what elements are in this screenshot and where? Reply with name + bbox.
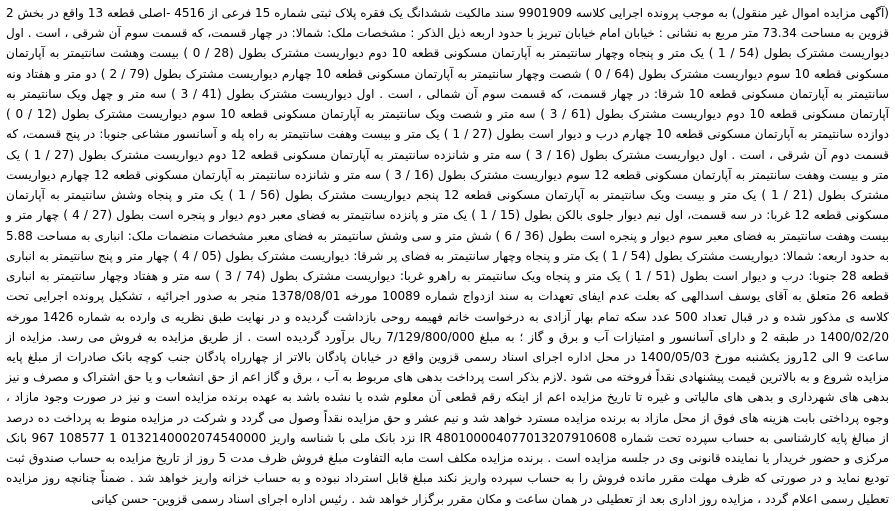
notice-body-text: (آگهی مزایده اموال غیر منقول) به موجب پرونده اجرایی کلاسه 9901909 سند مالکیت ششدانگ یک فقره پلاک ثبتی شماره 15 فرعی از 4516 -اصلی قطعه 13 واقع در بخش 2 قزوین به مساحت 73.34 متر مربع به نشانی : خیابان امام خیابان تبریز با حدود اربعه ذیل الذکر : مشخصات ملک: شمالا: در چهار قسمت، که قسمت سوم آن شرقی ، است . اول دیواریست مشترک بطول (54 / 1 ) یک متر و پنجاه وچهار سانتیمتر به آپارتمان مسکونی قطعه 10 دوم دیواریست مشترک بطول (28 / 0 ) بیست وهشت سانتیمتر به آپارتمان مسکونی قطعه 10 سوم دیواریست مشترک بطول (64 / 0 ) شصت وچهار سانتیمتر به آپارتمان مسکونی قطعه 10 چهارم دیواریست مشترک بطول (79 / 2 ) دو متر و هفتاد ونه سانتیمتر به آپارتمان مسکونی قطعه 10 شرقا: در چهار قسمت، که قسمت سوم آن شمالی ، است . اول دیواریست مشترک بطول (41 / 3 ) سه متر و چهل ویک سانتیمتر به آپارتمان مسکونی قطعه 10 دوم دیواریست مشترک بطول (61 / 3 ) سه متر و شصت ویک سانتیمتر به آپارتمان مسکونی قطعه 10 سوم دیواریست مشترک بطول (12 / 0 ) دوازده سانتیمتر به آپارتمان مسکونی قطعه 10 چهارم درب و دیوار است بطول (27 / 1 ) یک متر و بیست وهفت سانتیمتر به راه پله و آسانسور مشاعی جنوبا: در پنج قسمت، که قسمت دوم آن شرقی ، است . اول دیواریست مشترک بطول (16 / 3 ) سه متر و شانزده سانتیمتر به آپارتمان مسکونی قطعه 12 دوم دیواریست مشترک بطول (27 / 1 ) یک متر و بیست وهفت سانتیمتر به آپارتمان مسکونی قطعه 12 سوم دیواریست مشترک بطول (16 / 3 ) سه متر و شانزده سانتیمتر به آپارتمان مسکونی قطعه 12 چهارم دیواریست مشترک بطول (21 / 1 ) یک متر و بیست ویک سانتیمتر به آپارتمان مسکونی قطعه 12 پنجم دیواریست مشترک بطول (56 / 1 ) یک متر و پنجاه وشش سانتیمتر به آپارتمان مسکونی قطعه 12 غربا: در سه قسمت، اول نیم دیوار جلوی بالکن بطول (15 / 1 ) یک متر و پانزده سانتیمتر به فضای معبر دوم دیوار و پنجره است بطول (27 / 4 ) چهار متر و بیست وهفت سانتیمتر به فضای معبر سوم دیوار و پنجره است بطول (36 / 6 ) شش متر و سی وشش سانتیمتر به فضای معبر مشخصات منضمات ملک: انباری به مساحت 5.88 به حدود اربعه: شمالا: دیواریست مشترک بطول (54 / 1 ) یک متر و پنجاه وچهار سانتیمتر به فضای پر شرقا: دیواریست مشترک بطول (05 / 4 ) چهار متر و پنج سانتیمتر به انباری قطعه 28 جنوبا: درب و دیوار است بطول (51 / 1 ) یک متر و پنجاه ویک سانتیمتر به راهرو غربا: دیواریست مشترک بطول (74 / 3 ) سه متر و هفتاد وچهار سانتیمتر به انباری قطعه 26 متعلق به آقای یوسف اسدالهی که بعلت عدم ایفای تعهدات به سند ازدواج شماره 10089 مورخه 1378/08/01 منجر به صدور اجرائیه ، تشکیل پرونده اجرایی تحت کلاسه ی مذکور شده و در قبال تعداد 500 عدد سکه تمام بهار آزادی به درخواست خانم فهیمه روحی بازداشت گردیده و در نهایت طبق نظریه ی وارده به شماره 1426 مورخه 1400/02/20 در طبقه 2 و دارای آسانسور و امتیازات آب و برق و گاز ؛ به مبلغ 7/129/800/000 ریال برآورد گردیده است . از طریق مزایده به فروش می رسد. مزایده از ساعت 9 الی 12روز یکشنبه مورخ 1400/05/03 در محل اداره اجرای اسناد رسمی قزوین واقع در خیابان پادگان بالاتر از چهارراه پادگان جنب کوچه بانک صادرات از مبلغ پایه مزایده شروع و به بالاترین قیمت پیشنهادی نقداً فروخته می شود .لازم بذکر است پرداخت بدهی های مربوط به آب ، برق و گاز اعم از حق انشعاب و یا حق اشتراک و مصرف و نیز بدهی های شهرداری و بدهی های مالیاتی و غیره تا تاریخ مزایده اعم از اینکه رقم قطعی آن معلوم شده یا نشده باشد به عهده برنده مزایده است و نیز در صورت وجود مازاد ، وجوه پرداختی بابت هزینه های فوق از محل مازاد به برنده مزایده مسترد خواهد شد و نیم عشر و حق مزایده نقداً وصول می گردد و شرکت در مزایده منوط به پرداخت ده درصد از مبالغ پایه کارشناسی به حساب سپرده تحت شماره IR 480100004077013207910608 نزد بانک ملی با شناسه واریز 0132140002074540000 1 108577 967 بانک مرکزی و حضور خریدار یا نماینده قانونی وی در جلسه مزایده است . برنده مزایده مکلف است مابه التفاوت مبلغ فروش ظرف مدت 5 روز از تاریخ مزایده به حساب صندوق ثبت تودیع نماید و در صورتی که ظرف مهلت مقرر مانده فروش را به حساب سپرده واریز نکند مبلغ قابل استرداد نبوده و به حساب خزانه واریز خواهد شد . ضمناً چنانچه روز مزایده تعطیل رسمی اعلام گردد ، مزایده روز اداری بعد از تعطیلی در همان ساعت و مکان مقرر برگزار خواهد شد . رئیس اداره اجرای اسناد رسمی قزوین- حسن کیانی [6,6,890,506]
